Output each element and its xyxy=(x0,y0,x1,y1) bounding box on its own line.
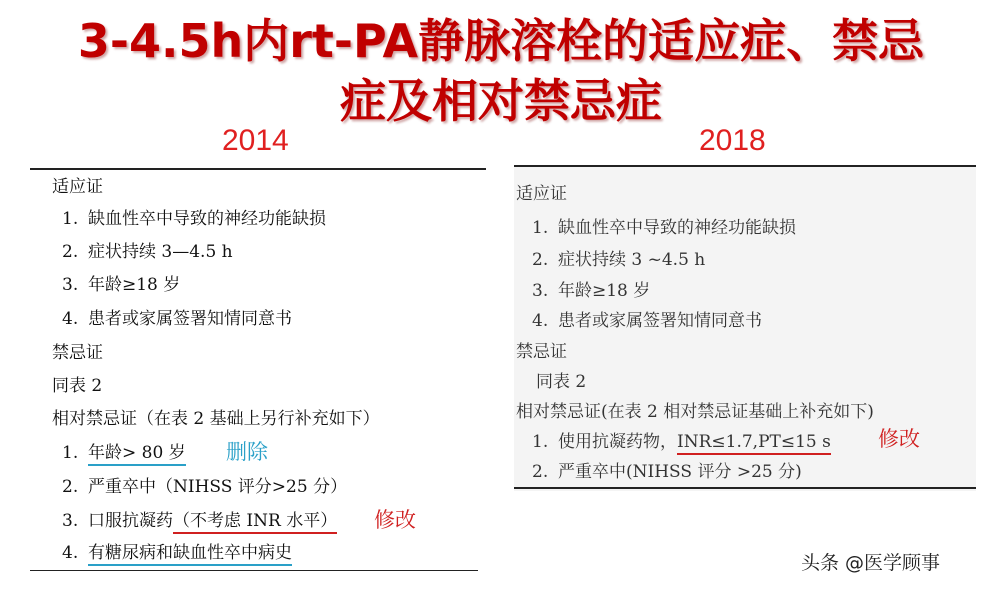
item-text: 患者或家属签署知情同意书 xyxy=(88,309,292,329)
list-item xyxy=(532,431,831,453)
table-bottom-rule xyxy=(30,570,478,571)
item-text: 缺血性卒中导致的神经功能缺损 xyxy=(558,218,796,238)
watermark: 头条 @医学顾事 xyxy=(795,546,946,577)
item-number: 3. xyxy=(62,275,79,295)
item-number: 2. xyxy=(532,250,549,270)
item-number: 4. xyxy=(62,309,79,329)
item-text: 患者或家属签署知情同意书 xyxy=(558,311,762,331)
list-item xyxy=(62,510,337,532)
table-2014 xyxy=(30,168,490,580)
list-item xyxy=(62,241,233,263)
item-number: 2. xyxy=(62,477,79,497)
note-modify: 修改 xyxy=(878,427,920,451)
item-number: 3. xyxy=(532,281,549,301)
item-text-deleted: 年龄> 80 岁 xyxy=(88,443,186,466)
list-item xyxy=(532,280,650,302)
item-text: 口服抗凝药 xyxy=(88,511,173,531)
item-number: 4. xyxy=(62,543,79,563)
item-text: 年龄≥18 岁 xyxy=(88,275,181,295)
list-item xyxy=(62,542,292,564)
indications-heading: 适应证 xyxy=(52,177,103,197)
item-text-modified: （不考虑 INR 水平） xyxy=(173,511,337,534)
list-item xyxy=(532,461,802,483)
item-text: 严重卒中（NIHSS 评分>25 分） xyxy=(88,477,348,497)
list-item xyxy=(532,249,705,271)
indications-heading: 适应证 xyxy=(516,184,567,204)
item-text: 症状持续 3—4.5 h xyxy=(88,242,233,262)
list-item xyxy=(532,217,796,239)
item-text: 缺血性卒中导致的神经功能缺损 xyxy=(88,209,326,229)
item-text-modified: INR≤1.7,PT≤15 s xyxy=(677,432,831,455)
item-text: 年龄≥18 岁 xyxy=(558,281,651,301)
table-top-rule xyxy=(514,165,976,167)
item-number: 1. xyxy=(62,209,79,229)
year-label-left: 2014 xyxy=(222,124,289,157)
contraindications-heading: 禁忌证 xyxy=(516,342,567,362)
item-number: 4. xyxy=(532,311,549,331)
table-bottom-rule xyxy=(514,487,976,489)
item-text: 严重卒中(NIHSS 评分 >25 分) xyxy=(558,462,802,482)
list-item xyxy=(62,476,347,498)
item-text: 症状持续 3 ~4.5 h xyxy=(558,250,706,270)
page-title-line1: 3-4.5h内rt-PA静脉溶栓的适应症、禁忌 xyxy=(77,14,925,68)
item-number: 2. xyxy=(532,462,549,482)
list-item xyxy=(62,208,326,230)
contraindications-text: 同表 2 xyxy=(536,372,587,392)
relative-contraindications-heading: 相对禁忌证（在表 2 基础上另行补充如下） xyxy=(52,409,380,429)
list-item xyxy=(532,310,762,332)
contraindications-text: 同表 2 xyxy=(52,376,103,396)
note-delete: 删除 xyxy=(226,440,268,464)
page-title-line2: 症及相对禁忌症 xyxy=(340,74,662,128)
item-number: 2. xyxy=(62,242,79,262)
list-item xyxy=(62,274,180,296)
list-item xyxy=(62,442,186,464)
note-modify: 修改 xyxy=(374,508,416,532)
item-text-added: 有糖尿病和缺血性卒中病史 xyxy=(88,543,292,566)
item-number: 1. xyxy=(532,432,549,452)
item-number: 1. xyxy=(62,443,79,463)
item-text: 使用抗凝药物， xyxy=(558,432,677,452)
item-number: 1. xyxy=(532,218,549,238)
year-label-right: 2018 xyxy=(699,124,766,157)
contraindications-heading: 禁忌证 xyxy=(52,343,103,363)
list-item xyxy=(62,308,292,330)
table-2018 xyxy=(514,165,976,491)
item-number: 3. xyxy=(62,511,79,531)
relative-contraindications-heading: 相对禁忌证(在表 2 相对禁忌证基础上补充如下) xyxy=(516,402,874,422)
table-top-rule xyxy=(30,168,486,170)
